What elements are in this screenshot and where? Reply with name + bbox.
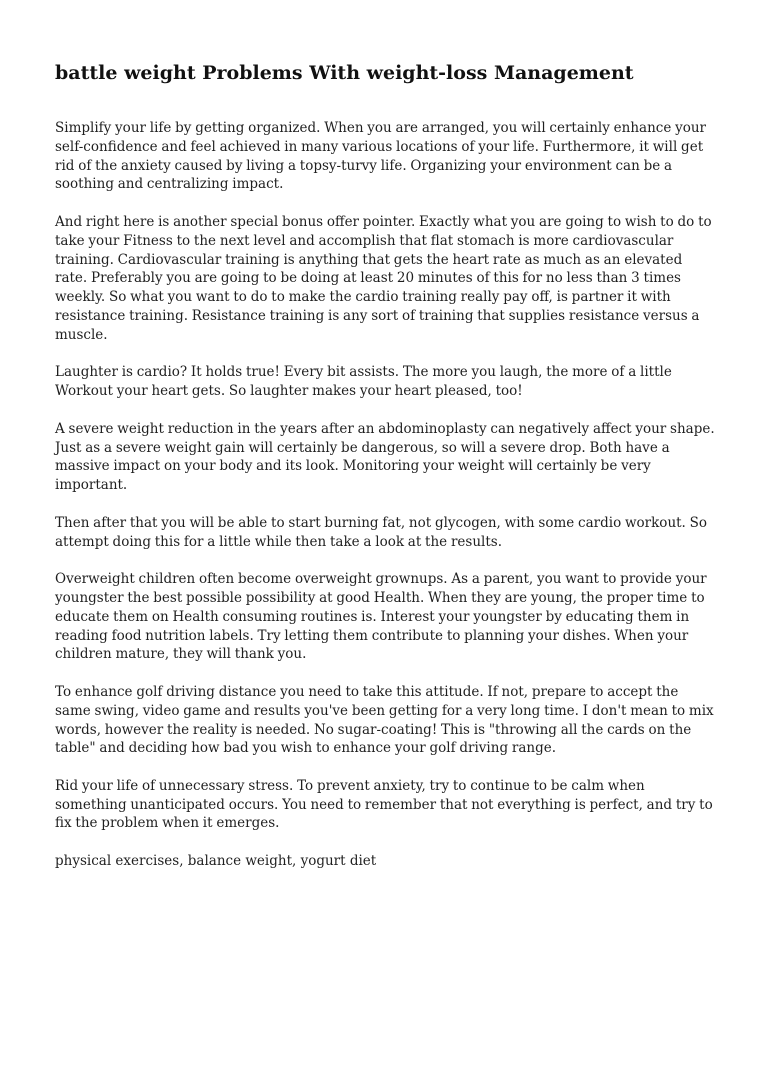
- paragraph-overweight-children: Overweight children often become overweight grownups. As a parent, you want to provide your youngster the best possible possibility at good Health. When they are young, the proper time to educate them on Health consuming routines is. Interest your youngster by educating them in reading food nutrition labels. Try letting them contribute to planning your dishes. When your children mature, they will thank you.: [55, 571, 707, 663]
- paragraph-organizing: Simplify your life by getting organized. When you are arranged, you will certainly enhance your self-confidence and feel achieved in many various locations of your life. Furthermore, it will get rid of the anxiety caused by living a topsy-turvy life. Organizing your environment can be a soothing and centralizing impact.: [55, 120, 707, 193]
- document-title: battle weight Problems With weight-loss Management: [55, 62, 634, 84]
- paragraph-laughter: Laughter is cardio? It holds true! Every bit assists. The more you laugh, the more of a little Workout your heart gets. So laughter makes your heart pleased, too!: [55, 364, 672, 400]
- document-page: [55, 58, 715, 871]
- paragraph-burning-fat: Then after that you will be able to start burning fat, not glycogen, with some cardio workout. So attempt doing this for a little while then take a look at the results.: [55, 514, 708, 550]
- paragraph-golf-driving: To enhance golf driving distance you need to take this attitude. If not, prepare to accept the same swing, video game and results you've been getting for a very long time. I don't mean to mix words, however the reality is needed. No sugar-coating! This is "throwing all the cards on the table" and deciding how bad you wish to enhance your golf driving range.: [55, 683, 714, 757]
- paragraph-cardio-training: And right here is another special bonus offer pointer. Exactly what you are going to wish to do to take your Fitness to the next level and accomplish that flat stomach is more cardiovascular training. Cardiovascular training is anything that gets the heart rate as much as an elevated rate. Preferably you are going to be doing at least 20 minutes of this for no less than 3 times weekly. So what you want to do to make the cardio training really pay off, is partner it with resistance training. Resistance training is any sort of training that supplies resistance versus a muscle.: [55, 213, 712, 343]
- paragraph-stress: Rid your life of unnecessary stress. To prevent anxiety, try to continue to be calm when something unanticipated occurs. You need to remember that not everything is perfect, and try to fix the problem when it emerges.: [55, 777, 713, 832]
- tag-list: physical exercises, balance weight, yogurt diet: [55, 853, 377, 870]
- paragraph-weight-reduction: A severe weight reduction in the years after an abdominoplasty can negatively affect your shape. Just as a severe weight gain will certainly be dangerous, so will a severe drop. Both have a massive impact on your body and its look. Monitoring your weight will certainly be very important.: [55, 420, 715, 494]
